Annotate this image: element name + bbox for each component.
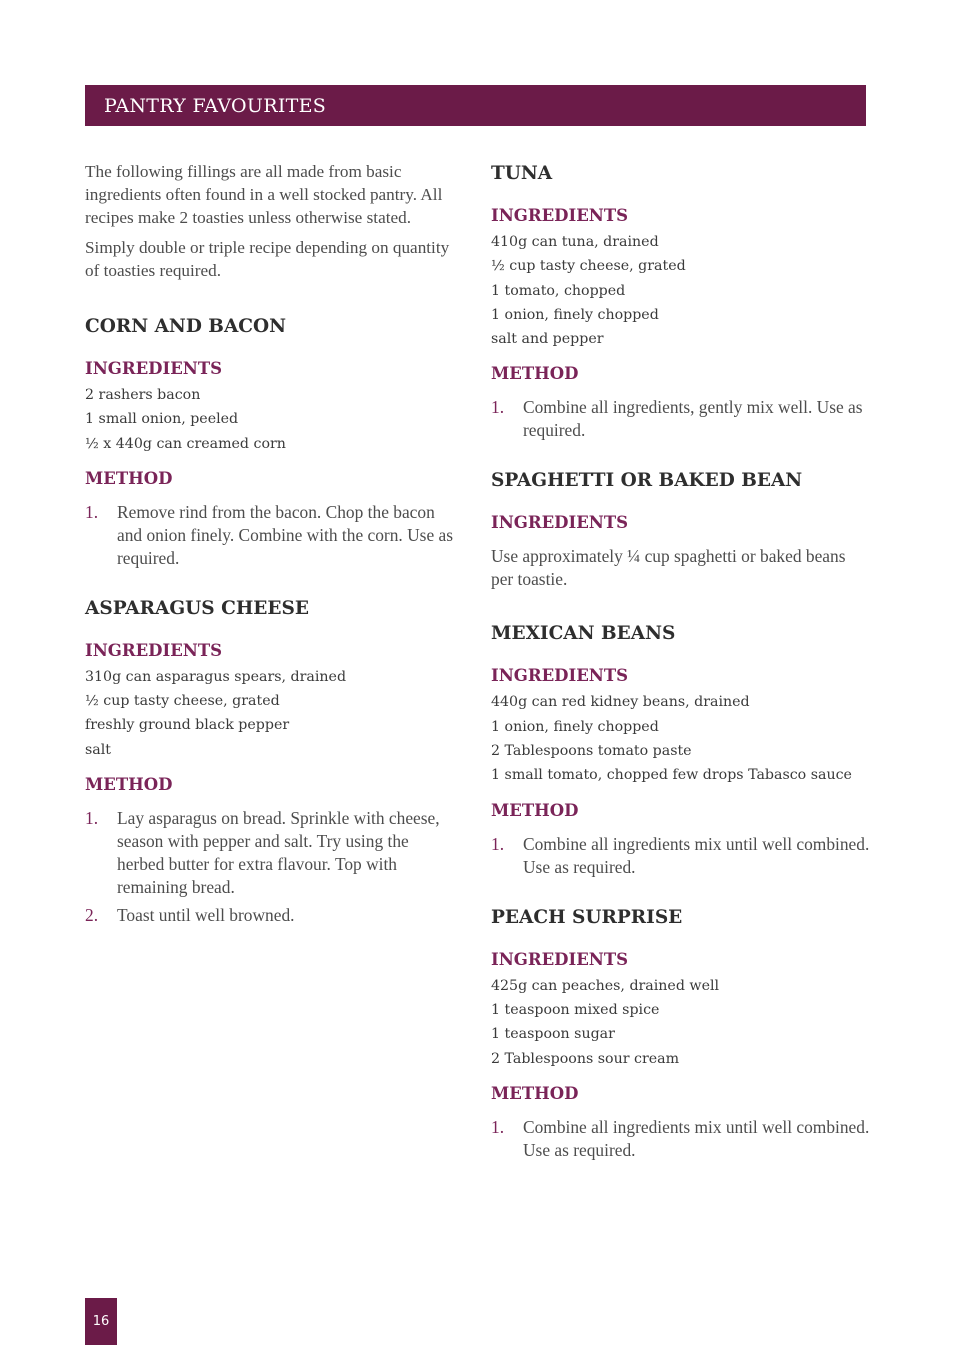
- recipe-spaghetti-or-baked-bean: [491, 469, 871, 591]
- ingredient-item: 1 teaspoon mixed spice: [491, 1001, 660, 1018]
- recipe-title: MEXICAN BEANS: [491, 623, 676, 645]
- left-column: [85, 160, 455, 932]
- ingredient-item: 2 Tablespoons tomato paste: [491, 743, 692, 760]
- method-list: [491, 396, 871, 442]
- ingredients-heading: INGREDIENTS: [85, 640, 223, 660]
- recipe-mexican-beans: [491, 622, 871, 878]
- ingredient-item: 425g can peaches, drained well: [491, 977, 720, 994]
- method-heading: METHOD: [491, 800, 579, 820]
- method-step: [491, 1116, 871, 1162]
- section-banner: [85, 85, 866, 126]
- recipe-corn-and-bacon: [85, 315, 455, 570]
- method-list: [491, 833, 871, 879]
- ingredient-item: 1 tomato, chopped: [491, 282, 626, 299]
- method-step: [491, 396, 871, 442]
- method-heading: METHOD: [491, 1083, 579, 1103]
- page-number-tab: [85, 1298, 117, 1345]
- ingredient-item: salt: [85, 741, 111, 758]
- ingredient-item: 2 rashers bacon: [85, 387, 201, 403]
- ingredient-item: 1 small onion, peeled: [85, 411, 239, 428]
- ingredient-item: 1 small tomato, chopped few drops Tabasco sauce: [491, 767, 852, 784]
- ingredients-heading: INGREDIENTS: [491, 666, 629, 686]
- section-title: PANTRY FAVOURITES: [104, 94, 327, 117]
- intro-paragraph: The following fillings are all made from basic ingredients often found in a well stocked pantry. All recipes make 2 toasties unless otherwise stated.: [85, 162, 443, 227]
- ingredient-item: 410g can tuna, drained: [491, 234, 659, 250]
- ingredient-item: ½ cup tasty cheese, grated: [85, 693, 280, 710]
- step-text: Remove rind from the bacon. Chop the bacon and onion finely. Combine with the corn. Use as required.: [117, 501, 453, 568]
- step-text: Combine all ingredients mix until well combined. Use as required.: [523, 1116, 870, 1160]
- method-step: [491, 833, 871, 879]
- ingredients-heading: INGREDIENTS: [491, 206, 629, 225]
- ingredient-item: salt and pepper: [491, 331, 604, 348]
- method-list: [491, 1116, 871, 1162]
- recipe-tuna: [491, 162, 871, 442]
- ingredients-list: [85, 665, 455, 762]
- step-number: 1.: [85, 808, 99, 829]
- ingredient-item: 440g can red kidney beans, drained: [491, 694, 750, 711]
- step-number: 2.: [85, 905, 99, 926]
- ingredients-list: [85, 383, 455, 456]
- ingredients-heading: INGREDIENTS: [491, 513, 629, 533]
- ingredients-list: [491, 974, 871, 1071]
- ingredient-item: freshly ground black pepper: [85, 717, 290, 734]
- page-number: 16: [92, 1314, 110, 1329]
- recipe-peach-surprise: [491, 906, 871, 1162]
- ingredient-item: 1 onion, finely chopped: [491, 718, 659, 735]
- ingredient-item: 1 onion, finely chopped: [491, 306, 659, 323]
- method-list: [85, 501, 455, 570]
- recipe-title: TUNA: [491, 163, 553, 184]
- intro: [85, 160, 455, 282]
- ingredients-list: [491, 230, 871, 351]
- step-text: Toast until well browned.: [117, 905, 295, 926]
- ingredient-item: 2 Tablespoons sour cream: [491, 1050, 680, 1067]
- ingredients-heading: INGREDIENTS: [491, 949, 629, 969]
- ingredient-item: 1 teaspoon sugar: [491, 1026, 615, 1043]
- recipe-title: PEACH SURPRISE: [491, 906, 683, 928]
- recipe-title: SPAGHETTI OR BAKED BEAN: [491, 470, 803, 492]
- method-heading: METHOD: [85, 775, 173, 795]
- step-number: 1.: [491, 833, 505, 854]
- method-list: [85, 807, 455, 927]
- recipe-title: CORN AND BACON: [85, 316, 287, 337]
- step-number: 1.: [491, 397, 505, 418]
- method-heading: METHOD: [85, 468, 173, 488]
- recipe-asparagus-cheese: [85, 597, 455, 927]
- right-column: [491, 160, 871, 1167]
- ingredients-list: [491, 690, 871, 787]
- recipe-title: ASPARAGUS CHEESE: [85, 597, 309, 619]
- intro-paragraph: Simply double or triple recipe depending on quantity of toasties required.: [85, 238, 450, 280]
- method-step: [85, 904, 455, 927]
- step-number: 1.: [491, 1116, 505, 1137]
- method-step: [85, 501, 455, 570]
- ingredients-heading: INGREDIENTS: [85, 359, 223, 378]
- step-number: 1.: [85, 501, 99, 522]
- method-heading: METHOD: [491, 364, 579, 384]
- ingredients-text: Use approximately ¼ cup spaghetti or baked beans per toastie.: [491, 546, 846, 590]
- step-text: Combine all ingredients mix until well combined. Use as required.: [523, 833, 870, 877]
- step-text: Lay asparagus on bread. Sprinkle with cheese, season with pepper and salt. Try using the herbed butter for extra flavour. Top with remaining bread.: [117, 808, 440, 898]
- method-step: [85, 807, 455, 899]
- ingredient-item: 310g can asparagus spears, drained: [85, 668, 347, 685]
- ingredient-item: ½ cup tasty cheese, grated: [491, 258, 686, 275]
- ingredient-item: ½ x 440g can creamed corn: [85, 435, 286, 452]
- step-text: Combine all ingredients, gently mix well. Use as required.: [523, 397, 863, 441]
